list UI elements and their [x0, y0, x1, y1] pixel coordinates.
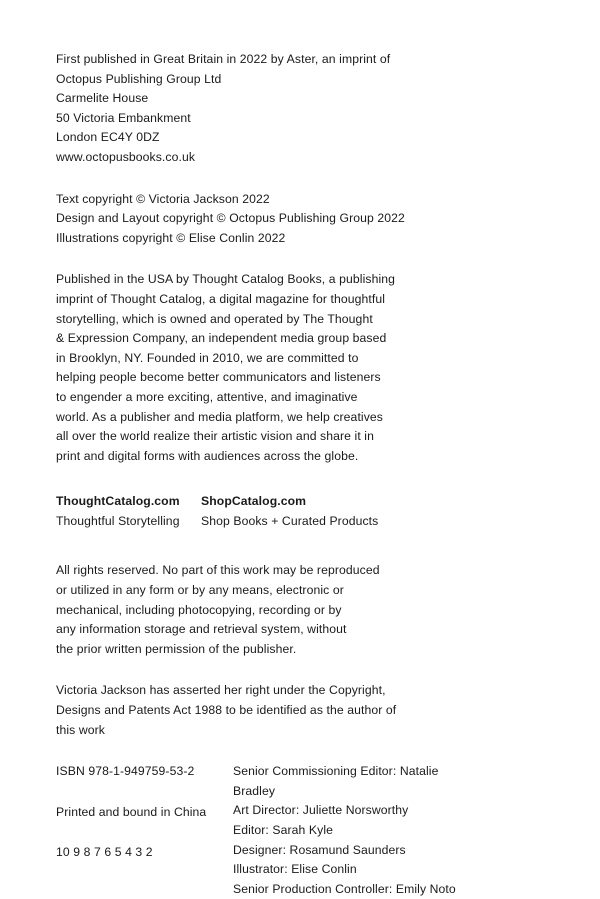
usa-publisher-line: in Brooklyn, NY. Founded in 2010, we are committed to	[56, 350, 359, 365]
spacer	[56, 248, 476, 270]
spacer	[56, 168, 476, 190]
credit-line: Senior Production Controller: Emily Noto	[233, 881, 456, 896]
illustrations-copyright-line: Illustrations copyright © Elise Conlin 2022	[56, 230, 286, 245]
imprint-line: London EC4Y 0DZ	[56, 130, 160, 145]
author-assertion-block	[56, 681, 476, 740]
spacer	[56, 822, 233, 843]
credit-line: Art Director: Juliette Norsworthy	[233, 803, 409, 818]
imprint-line: First published in Great Britain in 2022 by Aster, an imprint of	[56, 52, 391, 66]
publication-details-row	[56, 762, 476, 899]
usa-publisher-line: storytelling, which is owned and operated by The Thought	[56, 311, 373, 326]
usa-publisher-block	[56, 270, 476, 466]
text-copyright-line: Text copyright © Victoria Jackson 2022	[56, 191, 270, 206]
imprint-block	[56, 50, 476, 168]
rights-line: All rights reserved. No part of this work may be reproduced	[56, 563, 380, 578]
credit-line: Designer: Rosamund Saunders	[233, 842, 406, 857]
rights-reserved-block	[56, 561, 476, 659]
credit-line: Illustrator: Elise Conlin	[233, 862, 357, 877]
related-links-row	[56, 492, 476, 531]
rights-line: mechanical, including photocopying, recording or by	[56, 602, 342, 617]
usa-publisher-line: Published in the USA by Thought Catalog Books, a publishing	[56, 272, 396, 287]
usa-publisher-line: all over the world realize their artistic vision and share it in	[56, 429, 374, 444]
imprint-line: Carmelite House	[56, 91, 149, 106]
assertion-line: Victoria Jackson has asserted her right under the Copyright,	[56, 683, 386, 698]
rights-line: or utilized in any form or by any means, electronic or	[56, 583, 344, 598]
printed-in: Printed and bound in China	[56, 804, 207, 819]
assertion-line: Designs and Patents Act 1988 to be identified as the author of	[56, 703, 397, 718]
usa-publisher-line: & Expression Company, an independent media group based	[56, 331, 387, 346]
print-run-number-line: 10 9 8 7 6 5 4 3 2	[56, 845, 153, 860]
spacer	[56, 659, 476, 681]
spacer	[56, 740, 476, 762]
assertion-line: this work	[56, 722, 105, 737]
rights-line: the prior written permission of the publisher.	[56, 641, 297, 656]
rights-line: any information storage and retrieval system, without	[56, 622, 347, 637]
usa-publisher-line: imprint of Thought Catalog, a digital magazine for thoughtful	[56, 291, 386, 306]
imprint-line: Octopus Publishing Group Ltd	[56, 71, 222, 86]
usa-publisher-line: print and digital forms with audiences across the globe.	[56, 448, 359, 463]
copyright-block	[56, 190, 476, 249]
usa-publisher-line: helping people become better communicators and listeners	[56, 370, 381, 385]
credit-line: Senior Commissioning Editor: Natalie Bradley	[233, 764, 442, 798]
publisher-website: www.octopusbooks.co.uk	[56, 149, 196, 164]
shop-catalog-link-group	[201, 492, 476, 531]
spacer	[56, 531, 476, 561]
spacer	[56, 782, 233, 803]
shop-catalog-tagline: Shop Books + Curated Products	[201, 513, 379, 528]
shop-catalog-link[interactable]: ShopCatalog.com	[201, 494, 307, 509]
design-copyright-line: Design and Layout copyright © Octopus Publishing Group 2022	[56, 211, 405, 226]
credits-column	[233, 762, 476, 899]
credit-line: Editor: Sarah Kyle	[233, 823, 334, 837]
publication-details-column	[56, 762, 233, 899]
thought-catalog-tagline: Thoughtful Storytelling	[56, 513, 180, 528]
copyright-content	[56, 50, 476, 899]
spacer	[56, 466, 476, 492]
thought-catalog-link[interactable]: ThoughtCatalog.com	[56, 494, 180, 509]
imprint-line: 50 Victoria Embankment	[56, 110, 191, 125]
usa-publisher-line: world. As a publisher and media platform, we help creatives	[56, 409, 383, 424]
thought-catalog-link-group	[56, 492, 201, 531]
isbn-value: ISBN 978-1-949759-53-2	[56, 764, 195, 779]
usa-publisher-line: to engender a more exciting, attentive, and imaginative	[56, 389, 358, 404]
